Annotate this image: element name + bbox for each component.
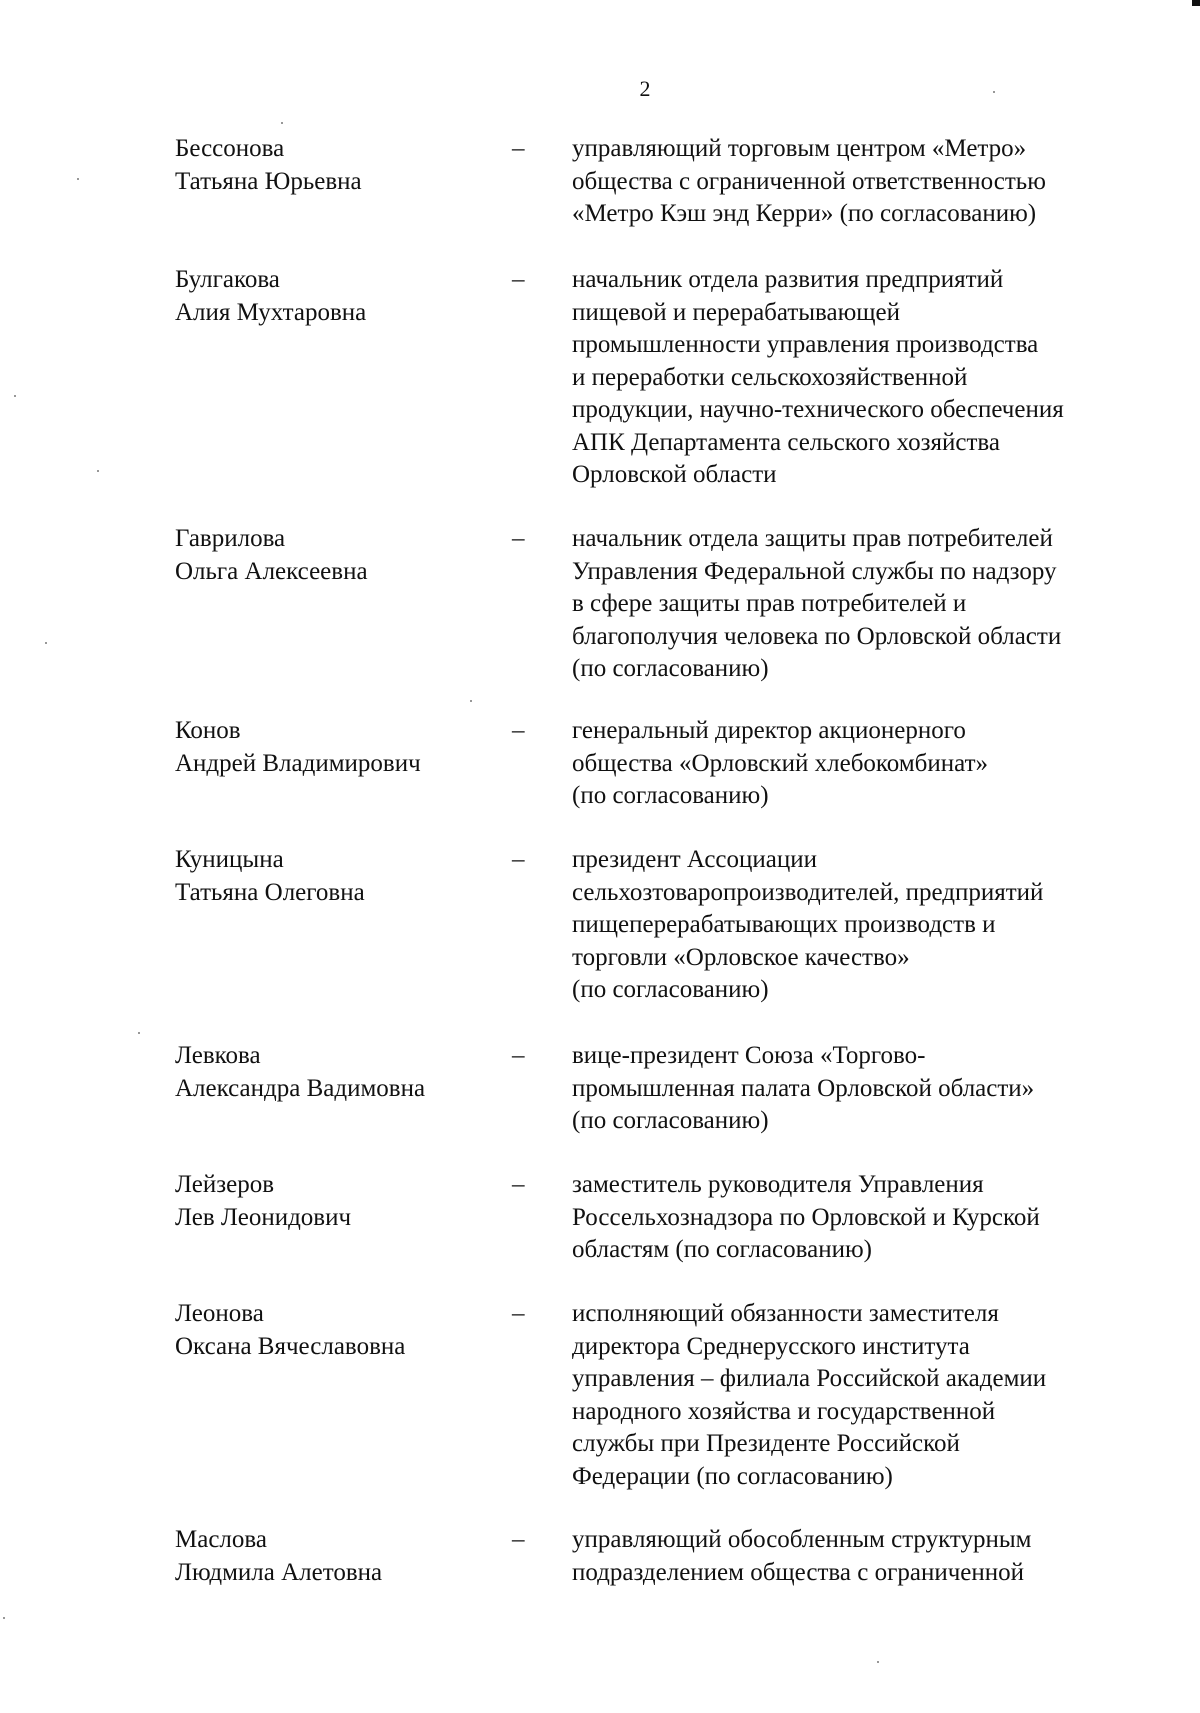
member-name (175, 523, 505, 588)
member-position (572, 844, 1162, 1007)
member-name (175, 1524, 505, 1589)
scan-speck (45, 642, 47, 644)
position-line: областям (по согласованию) (572, 1236, 872, 1263)
position-line: (по согласованию) (572, 976, 769, 1003)
member-position (572, 133, 1162, 231)
position-line: директора Среднерусского института (572, 1332, 970, 1360)
position-line: управляющий обособленным структурным (572, 1526, 1032, 1553)
member-name (175, 133, 505, 198)
position-line: генеральный директор акционерного (572, 717, 966, 744)
position-line: пищевой и перерабатывающей (572, 298, 901, 326)
page-number: 2 (639, 76, 651, 101)
member-surname: Маслова (175, 1526, 267, 1553)
position-line: (по согласованию) (572, 782, 769, 809)
member-position (572, 523, 1162, 686)
scan-speck (3, 1617, 5, 1619)
scan-speck (877, 1661, 879, 1663)
separator-dash: – (512, 266, 525, 293)
position-line: благополучия человека по Орловской области (572, 622, 1062, 650)
position-line: Управления Федеральной службы по надзору (572, 557, 1057, 585)
member-given-names: Татьяна Юрьевна (175, 167, 362, 195)
member-given-names: Андрей Владимирович (175, 749, 421, 777)
member-name (175, 1040, 505, 1105)
scan-speck (77, 178, 79, 180)
position-line: (по согласованию) (572, 1107, 769, 1134)
scan-speck (138, 1032, 140, 1034)
scan-speck (97, 470, 99, 472)
separator-dash: – (512, 717, 525, 744)
position-line: Федерации (по согласованию) (572, 1462, 893, 1490)
position-line: начальник отдела развития предприятий (572, 266, 1004, 293)
position-line: сельхозтоваропроизводителей, предприятий (572, 878, 1044, 906)
position-line: управляющий торговым центром «Метро» (572, 135, 1027, 162)
separator-dash: – (512, 1171, 525, 1198)
position-line: президент Ассоциации (572, 846, 818, 873)
member-name (175, 1298, 505, 1363)
position-line: народного хозяйства и государственной (572, 1397, 996, 1425)
member-surname: Левкова (175, 1042, 261, 1069)
scan-speck (281, 122, 283, 124)
member-surname: Леонова (175, 1300, 264, 1327)
position-line: (по согласованию) (572, 655, 769, 682)
member-name (175, 715, 505, 780)
position-line: и переработки сельскохозяйственной (572, 363, 968, 391)
position-line: службы при Президенте Российской (572, 1430, 960, 1457)
position-line: Орловской области (572, 461, 777, 488)
separator-dash: – (512, 135, 525, 162)
position-line: пищеперерабатывающих производств и (572, 911, 996, 938)
position-line: управления – филиала Российской академии (572, 1365, 1047, 1392)
position-line: АПК Департамента сельского хозяйства (572, 428, 1000, 456)
member-given-names: Лев Леонидович (175, 1203, 352, 1231)
member-position (572, 1169, 1162, 1267)
position-line: в сфере защиты прав потребителей и (572, 590, 967, 617)
member-given-names: Ольга Алексеевна (175, 557, 368, 585)
position-line: подразделением общества с ограниченной (572, 1558, 1025, 1586)
member-surname: Конов (175, 717, 241, 744)
member-position (572, 715, 1162, 813)
member-surname: Куницына (175, 846, 284, 873)
member-name (175, 264, 505, 329)
separator-dash: – (512, 525, 525, 552)
position-line: торговли «Орловское качество» (572, 943, 910, 971)
member-surname: Лейзеров (175, 1171, 275, 1198)
member-surname: Бессонова (175, 135, 285, 162)
position-line: продукции, научно-технического обеспечения (572, 396, 1064, 423)
member-name (175, 1169, 505, 1234)
member-given-names: Татьяна Олеговна (175, 878, 365, 906)
position-line: Россельхознадзора по Орловской и Курской (572, 1203, 1040, 1231)
position-line: заместитель руководителя Управления (572, 1171, 984, 1198)
separator-dash: – (512, 1300, 525, 1327)
position-line: исполняющий обязанности заместителя (572, 1300, 999, 1327)
position-line: вице-президент Союза «Торгово- (572, 1042, 926, 1069)
member-surname: Булгакова (175, 266, 280, 293)
scan-edge-mark (1192, 0, 1200, 6)
separator-dash: – (512, 1042, 525, 1069)
scan-speck (993, 91, 995, 93)
position-line: общества с ограниченной ответственностью (572, 167, 1046, 195)
scan-speck (14, 395, 16, 397)
member-given-names: Алия Мухтаровна (175, 298, 367, 326)
separator-dash: – (512, 1526, 525, 1553)
position-line: общества «Орловский хлебокомбинат» (572, 749, 989, 777)
separator-dash: – (512, 846, 525, 873)
member-surname: Гаврилова (175, 525, 286, 552)
position-line: «Метро Кэш энд Керри» (по согласованию) (572, 200, 1037, 227)
member-name (175, 844, 505, 909)
position-line: промышленная палата Орловской области» (572, 1074, 1035, 1102)
scan-speck (470, 700, 472, 702)
member-given-names: Оксана Вячеславовна (175, 1332, 406, 1360)
member-position (572, 1524, 1162, 1589)
member-given-names: Александра Вадимовна (175, 1074, 426, 1102)
member-position (572, 1040, 1162, 1138)
member-position (572, 1298, 1162, 1493)
position-line: промышленности управления производства (572, 331, 1039, 358)
member-position (572, 264, 1162, 492)
position-line: начальник отдела защиты прав потребителей (572, 525, 1053, 552)
member-given-names: Людмила Алетовна (175, 1558, 383, 1586)
